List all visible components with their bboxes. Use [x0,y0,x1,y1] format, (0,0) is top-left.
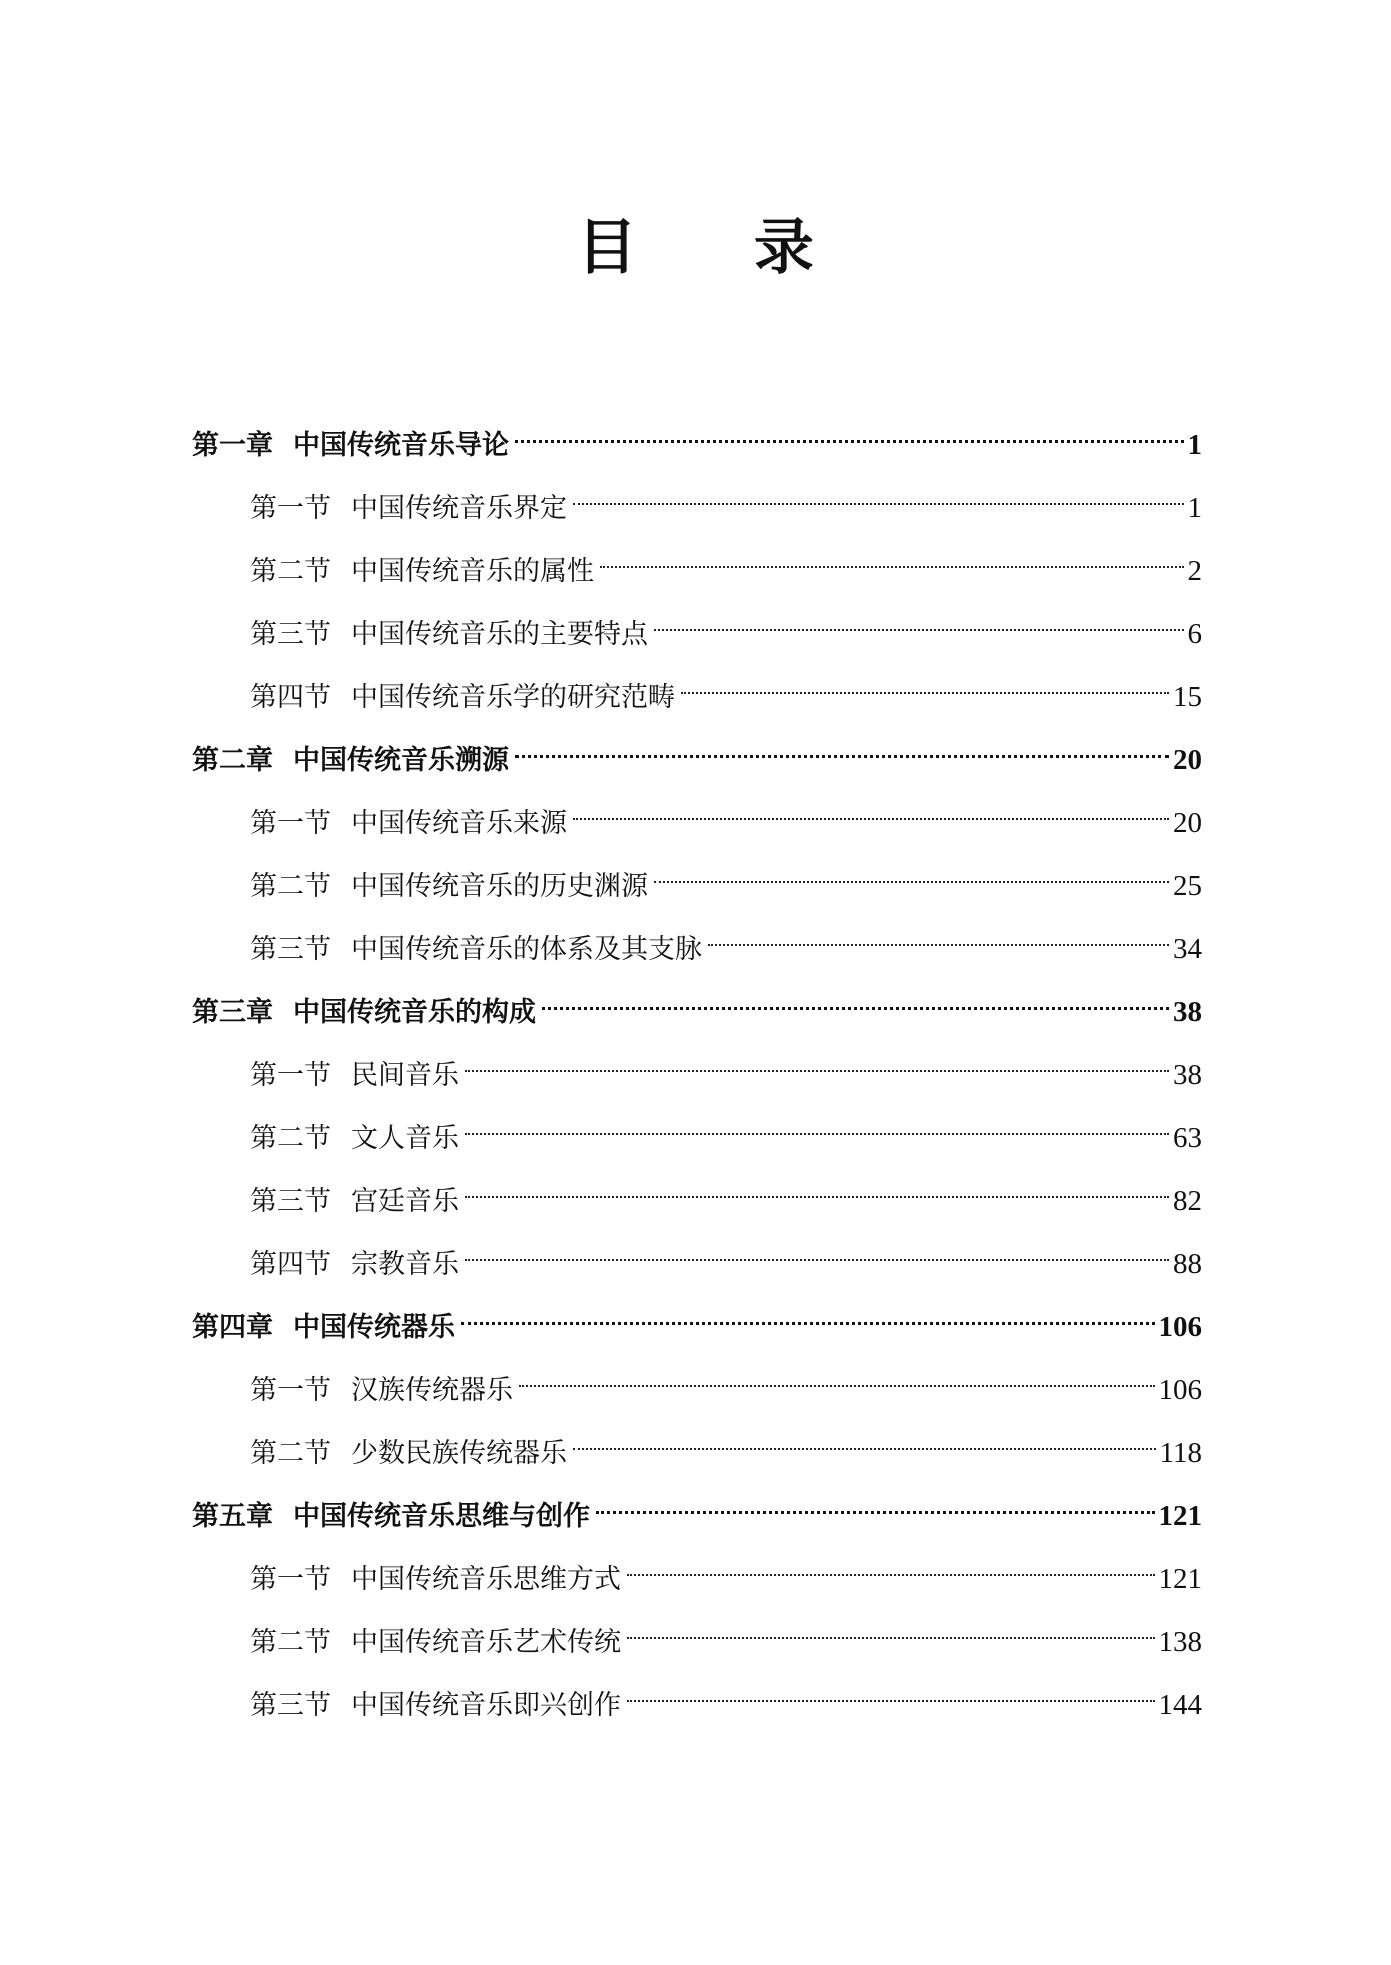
section-title: 少数民族传统器乐 [351,1438,567,1469]
page-number: 144 [1158,1689,1202,1721]
section-title: 中国传统音乐学的研究范畴 [351,682,675,713]
entry-label [250,1243,459,1287]
section-number: 第三节 [250,619,331,650]
toc-section-entry[interactable] [250,1544,1202,1595]
section-number: 第三节 [250,934,331,965]
dot-leader [681,662,1169,706]
dot-leader [654,851,1169,895]
page-number: 34 [1173,933,1202,965]
entry-label [250,1117,459,1161]
section-number: 第一节 [250,808,331,839]
entry-label [250,1558,621,1602]
dot-leader [465,1103,1169,1147]
entry-label [250,928,702,972]
chapter-title: 中国传统器乐 [293,1312,455,1343]
dot-leader [515,410,1184,454]
dot-leader [573,1418,1156,1462]
dot-leader [465,1166,1169,1210]
section-title: 文人音乐 [351,1123,459,1154]
entry-label [250,1180,459,1224]
page-number: 121 [1158,1563,1202,1595]
page-number: 1 [1187,429,1202,461]
toc-section-entry[interactable] [250,1355,1202,1406]
section-number: 第二节 [250,1438,331,1469]
page-number: 38 [1173,996,1202,1028]
entry-label [250,802,567,846]
dot-leader [600,536,1184,580]
toc-section-entry[interactable] [250,1670,1202,1721]
page-number: 20 [1173,807,1202,839]
toc-section-entry[interactable] [250,1103,1202,1154]
toc-section-entry[interactable] [250,914,1202,965]
chapter-number: 第四章 [192,1312,273,1343]
dot-leader [465,1040,1169,1084]
toc-section-entry[interactable] [250,788,1202,839]
chapter-title: 中国传统音乐导论 [293,430,509,461]
section-number: 第一节 [250,1060,331,1091]
section-title: 中国传统音乐思维方式 [351,1564,621,1595]
chapter-number: 第三章 [192,997,273,1028]
dot-leader [627,1670,1155,1714]
section-title: 中国传统音乐的体系及其支脉 [351,934,702,965]
page-number: 15 [1173,681,1202,713]
section-title: 宗教音乐 [351,1249,459,1280]
toc-chapter-entry[interactable] [192,1481,1202,1532]
toc-section-entry[interactable] [250,662,1202,713]
toc-chapter-entry[interactable] [192,1292,1202,1343]
dot-leader [461,1292,1155,1336]
page-number: 138 [1158,1626,1202,1658]
section-number: 第二节 [250,1123,331,1154]
entry-label [250,550,594,594]
section-number: 第一节 [250,1564,331,1595]
dot-leader [542,977,1169,1021]
section-number: 第四节 [250,1249,331,1280]
section-number: 第三节 [250,1186,331,1217]
page-title: 目 录 [577,213,862,283]
section-title: 中国传统音乐的属性 [351,556,594,587]
entry-label [192,1306,455,1350]
section-title: 中国传统音乐艺术传统 [351,1627,621,1658]
dot-leader [573,473,1184,517]
toc-section-entry[interactable] [250,1418,1202,1469]
section-number: 第一节 [250,1375,331,1406]
page-number: 82 [1173,1185,1202,1217]
section-number: 第二节 [250,871,331,902]
toc-section-entry[interactable] [250,851,1202,902]
dot-leader [627,1544,1155,1588]
section-title: 民间音乐 [351,1060,459,1091]
dot-leader [465,1229,1169,1273]
page-number: 106 [1158,1311,1202,1343]
dot-leader [708,914,1169,958]
entry-label [250,676,675,720]
chapter-title: 中国传统音乐思维与创作 [293,1501,590,1532]
toc-section-entry[interactable] [250,1607,1202,1658]
page-number: 2 [1187,555,1202,587]
chapter-number: 第二章 [192,745,273,776]
chapter-title: 中国传统音乐的构成 [293,997,536,1028]
entry-label [250,1369,513,1413]
page-number: 121 [1158,1500,1202,1532]
section-number: 第二节 [250,556,331,587]
section-number: 第三节 [250,1690,331,1721]
section-title: 汉族传统器乐 [351,1375,513,1406]
entry-label [250,613,648,657]
dot-leader [519,1355,1155,1399]
entry-label [250,865,648,909]
entry-label [192,424,509,468]
entry-label [250,1432,567,1476]
chapter-number: 第五章 [192,1501,273,1532]
entry-label [250,1054,459,1098]
section-title: 宫廷音乐 [351,1186,459,1217]
entry-label [192,991,536,1035]
toc-chapter-entry[interactable] [192,410,1202,461]
dot-leader [573,788,1169,832]
page-number: 38 [1173,1059,1202,1091]
page-number: 106 [1158,1374,1202,1406]
page-number: 118 [1159,1437,1202,1469]
page-number: 25 [1173,870,1202,902]
page-number: 63 [1173,1122,1202,1154]
dot-leader [627,1607,1155,1651]
section-title: 中国传统音乐的历史渊源 [351,871,648,902]
entry-label [250,1621,621,1665]
toc-section-entry[interactable] [250,599,1202,650]
toc-section-entry[interactable] [250,536,1202,587]
entry-label [192,739,509,783]
toc-chapter-entry[interactable] [192,977,1202,1028]
chapter-title: 中国传统音乐溯源 [293,745,509,776]
toc-section-entry[interactable] [250,1229,1202,1280]
dot-leader [654,599,1184,643]
entry-label [250,487,567,531]
dot-leader [596,1481,1155,1525]
entry-label [192,1495,590,1539]
section-title: 中国传统音乐来源 [351,808,567,839]
page-number: 1 [1187,492,1202,524]
page-number: 20 [1173,744,1202,776]
section-title: 中国传统音乐的主要特点 [351,619,648,650]
toc-section-entry[interactable] [250,1166,1202,1217]
toc-chapter-entry[interactable] [192,725,1202,776]
page-number: 88 [1173,1248,1202,1280]
section-number: 第一节 [250,493,331,524]
entry-label [250,1684,621,1728]
toc-section-entry[interactable] [250,1040,1202,1091]
section-number: 第二节 [250,1627,331,1658]
section-title: 中国传统音乐界定 [351,493,567,524]
chapter-number: 第一章 [192,430,273,461]
page-number: 6 [1187,618,1202,650]
dot-leader [515,725,1169,769]
section-number: 第四节 [250,682,331,713]
section-title: 中国传统音乐即兴创作 [351,1690,621,1721]
toc-section-entry[interactable] [250,473,1202,524]
